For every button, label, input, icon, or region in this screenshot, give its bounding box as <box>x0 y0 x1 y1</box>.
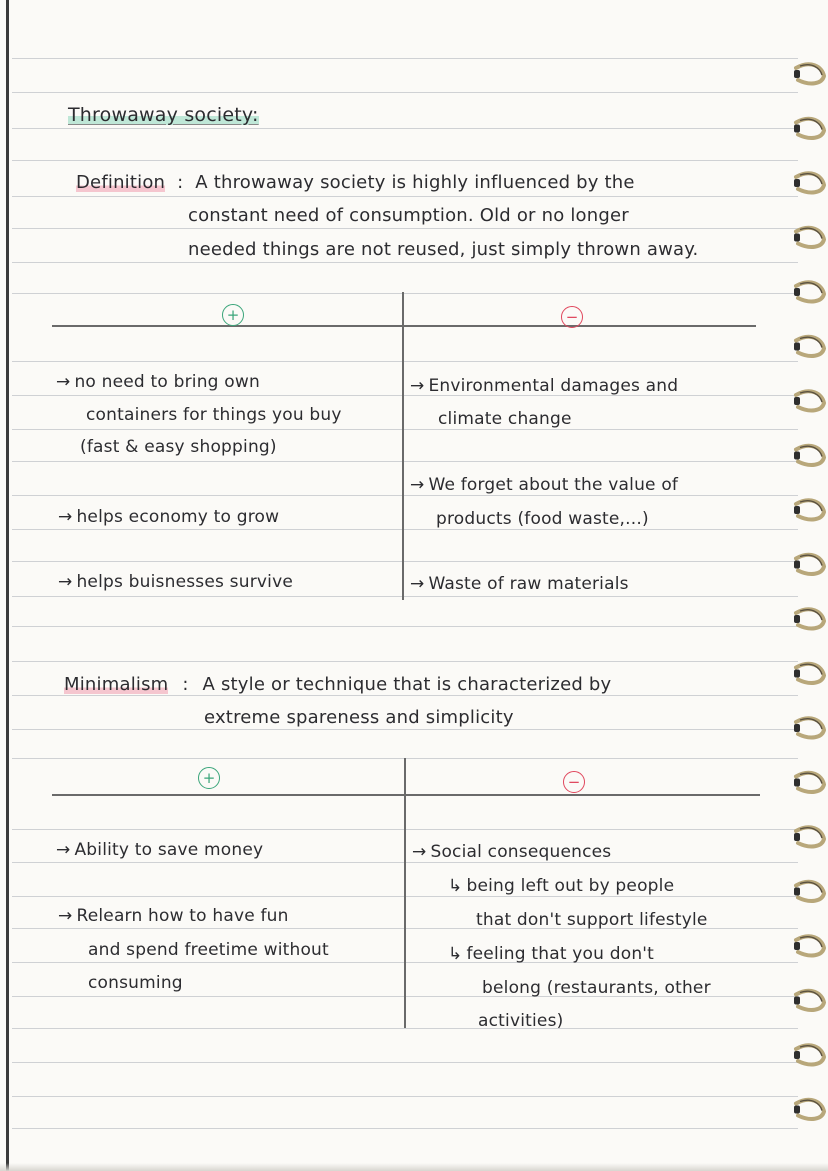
definition-text-3: needed things are not reused, just simply thrown away. <box>188 239 699 260</box>
definition-colon: : <box>177 172 184 193</box>
t1-pro-3-text: helps buisnesses survive <box>76 572 293 592</box>
definition-label: Definition <box>76 172 166 193</box>
ruled-line <box>12 293 798 294</box>
ruled-line <box>12 661 798 662</box>
t1-pro-1-text-3: (fast & easy shopping) <box>80 437 277 457</box>
spiral-binding <box>788 0 828 1171</box>
binding-hole <box>794 997 800 1005</box>
t1-pro-1-text-2: containers for things you buy <box>86 405 342 425</box>
spiral-coil <box>796 718 824 737</box>
spiral-coil <box>796 773 824 792</box>
ruled-line <box>12 1062 798 1063</box>
binding-hole <box>794 234 800 242</box>
ruled-line <box>12 160 798 161</box>
binding-hole <box>794 397 800 405</box>
spiral-coil <box>796 609 824 628</box>
binding-hole <box>794 506 800 514</box>
ruled-line <box>12 1096 798 1097</box>
binding-hole <box>794 1051 800 1059</box>
ruled-line <box>12 58 798 59</box>
minimalism-def-1: A style or technique that is characterized by <box>202 674 612 695</box>
spiral-coil <box>796 64 824 83</box>
ruled-line <box>12 1028 798 1029</box>
t1-con-1-text-2: climate change <box>438 409 572 429</box>
spiral-coil <box>796 664 824 683</box>
ruled-line <box>12 361 798 362</box>
binding-hole <box>794 561 800 569</box>
spiral-coil <box>796 936 824 955</box>
t1-con-3-text: Waste of raw materials <box>428 574 629 594</box>
table1-divider-horizontal <box>52 325 756 327</box>
t1-con-3 <box>410 574 629 594</box>
plus-icon: + <box>198 767 220 789</box>
table1-divider-vertical <box>402 292 404 600</box>
spiral-coil <box>796 391 824 410</box>
ruled-line <box>12 529 798 530</box>
binding-hole <box>794 288 800 296</box>
t2-con-2-text-2: that don't support lifestyle <box>476 910 708 930</box>
arrow-icon: → <box>58 507 73 527</box>
definition-text-2: constant need of consumption. Old or no longer <box>188 205 629 226</box>
minimalism-def-2: extreme spareness and simplicity <box>204 707 514 728</box>
binding-hole <box>794 615 800 623</box>
t1-con-2-line-1 <box>410 475 678 495</box>
binding-hole <box>794 70 800 78</box>
t1-pro-3 <box>58 572 293 592</box>
spiral-coil <box>796 827 824 846</box>
section1-heading <box>68 104 259 126</box>
ruled-line <box>12 461 798 462</box>
spiral-coil <box>796 882 824 901</box>
arrow-icon: → <box>58 572 73 592</box>
spiral-coil <box>796 1100 824 1119</box>
spiral-coil <box>796 119 824 138</box>
table2-divider-vertical <box>404 758 406 1028</box>
binding-hole <box>794 942 800 950</box>
t2-pro-2-text-2: and spend freetime without <box>88 940 329 960</box>
sub-arrow-icon: ↳ <box>448 876 463 896</box>
binding-hole <box>794 125 800 133</box>
minimalism-line-1 <box>64 674 611 695</box>
t1-pro-2-text: helps economy to grow <box>76 507 280 527</box>
minus-icon: − <box>561 306 583 328</box>
spiral-coil <box>796 282 824 301</box>
t1-pro-1-text-1: no need to bring own <box>74 372 260 392</box>
binding-hole <box>794 452 800 460</box>
plus-icon: + <box>222 304 244 326</box>
minus-icon: − <box>563 771 585 793</box>
ruled-line <box>12 128 798 129</box>
t1-con-1-line-1 <box>410 376 678 396</box>
throwaway-heading-text: Throwaway society: <box>68 104 259 126</box>
t2-pro-1-text: Ability to save money <box>74 840 264 860</box>
t1-con-1-text-1: Environmental damages and <box>428 376 679 396</box>
arrow-icon: → <box>58 906 73 926</box>
binding-hole <box>794 779 800 787</box>
binding-hole <box>794 833 800 841</box>
t1-con-2-text-1: We forget about the value of <box>428 475 679 495</box>
arrow-icon: → <box>412 842 427 862</box>
table2-divider-horizontal <box>52 794 760 796</box>
binding-hole <box>794 343 800 351</box>
t2-pro-2-text-1: Relearn how to have fun <box>76 906 289 926</box>
binding-hole <box>794 888 800 896</box>
ruled-line <box>12 196 798 197</box>
t2-pro-2-text-3: consuming <box>88 973 183 993</box>
ruled-line <box>12 495 798 496</box>
t1-con-2-text-2: products (food waste,...) <box>436 509 649 529</box>
minimalism-heading: Minimalism <box>64 674 169 695</box>
t2-con-3-line-1 <box>448 944 654 964</box>
ruled-line <box>12 695 798 696</box>
arrow-icon: → <box>410 475 425 495</box>
t2-con-3-text-3: activities) <box>478 1011 564 1031</box>
page-edge-line <box>6 0 9 1171</box>
arrow-icon: → <box>410 376 425 396</box>
t2-pro-2-line-1 <box>58 906 289 926</box>
definition-line-1 <box>76 172 635 193</box>
ruled-line <box>12 262 798 263</box>
t2-con-2-line-1 <box>448 876 674 896</box>
ruled-line <box>12 92 798 93</box>
spiral-coil <box>796 1045 824 1064</box>
t2-pro-1 <box>56 840 263 860</box>
binding-hole <box>794 724 800 732</box>
ruled-line <box>12 596 798 597</box>
t2-con-2-text-1: being left out by people <box>466 876 675 896</box>
t1-pro-1-line-1 <box>56 372 260 392</box>
ruled-line <box>12 1128 798 1129</box>
spiral-coil <box>796 173 824 192</box>
sub-arrow-icon: ↳ <box>448 944 463 964</box>
ruled-line <box>12 429 798 430</box>
spiral-coil <box>796 500 824 519</box>
spiral-coil <box>796 446 824 465</box>
t2-con-3-text-1: feeling that you don't <box>466 944 655 964</box>
ruled-line <box>12 395 798 396</box>
t2-con-1-text: Social consequences <box>430 842 612 862</box>
arrow-icon: → <box>410 574 425 594</box>
arrow-icon: → <box>56 372 71 392</box>
spiral-coil <box>796 228 824 247</box>
binding-hole <box>794 670 800 678</box>
t1-pro-2 <box>58 507 279 527</box>
page-bottom-edge <box>0 1163 828 1171</box>
spiral-coil <box>796 555 824 574</box>
t2-con-3-text-2: belong (restaurants, other <box>482 978 711 998</box>
ruled-line <box>12 626 798 627</box>
arrow-icon: → <box>56 840 71 860</box>
ruled-line <box>12 561 798 562</box>
ruled-line <box>12 228 798 229</box>
binding-hole <box>794 1106 800 1114</box>
spiral-coil <box>796 991 824 1010</box>
t2-con-1 <box>412 842 611 862</box>
spiral-coil <box>796 337 824 356</box>
definition-text-1: A throwaway society is highly influenced by the <box>195 172 635 193</box>
binding-hole <box>794 179 800 187</box>
minimalism-colon: : <box>182 674 189 695</box>
ruled-line <box>12 729 798 730</box>
